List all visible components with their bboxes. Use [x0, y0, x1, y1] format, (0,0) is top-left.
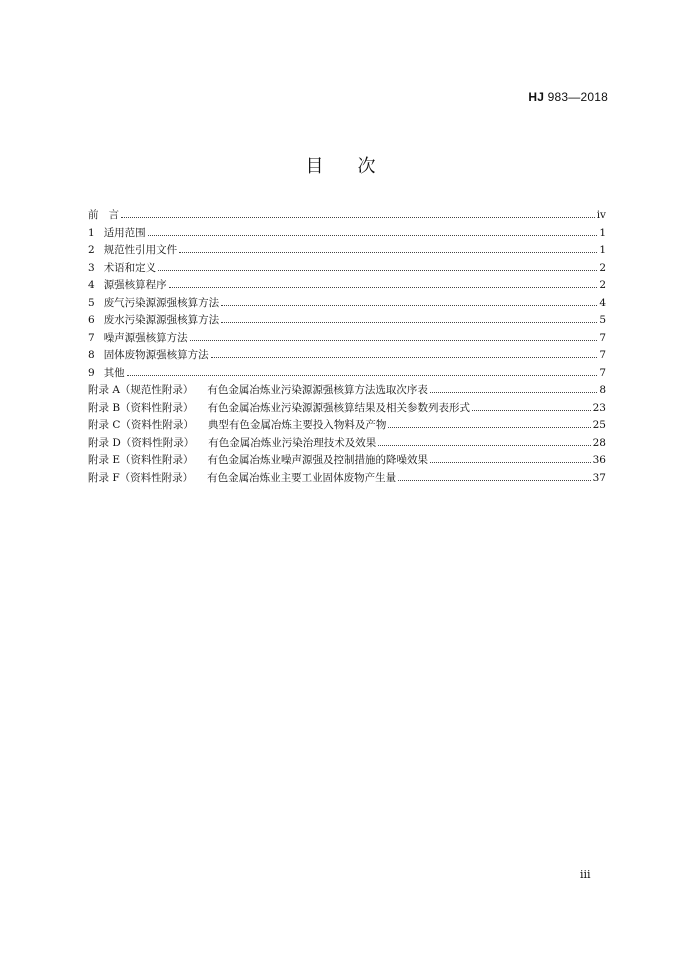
- toc-entry-label: 有色金属冶炼业污染源源强核算方法选取次序表: [207, 384, 428, 396]
- foreword-char-1: 前: [88, 209, 99, 221]
- toc-page-number: 1: [599, 244, 606, 256]
- toc-appendix-tag: 附录 A（规范性附录）: [88, 384, 194, 396]
- toc-entry-label: 有色金属冶炼业主要工业固体废物产生量: [207, 471, 397, 484]
- toc-section-number: 8: [88, 349, 95, 361]
- toc-page-number: 28: [592, 436, 606, 449]
- toc-section-number: 2: [88, 244, 95, 256]
- toc-entry-label: 有色金属冶炼业污染治理技术及效果: [208, 436, 377, 449]
- toc-appendix-tag: 附录 B（资料性附录）: [88, 401, 194, 414]
- toc-leader-dots: [221, 305, 597, 306]
- toc-leader-dots: [388, 427, 590, 428]
- page-title: [0, 152, 681, 178]
- toc-leader-dots: [158, 270, 597, 271]
- toc-page-number: 4: [599, 296, 606, 309]
- toc-entry-label: 噪声源强核算方法: [103, 331, 188, 344]
- toc-appendix-tag: 附录 F（资料性附录）: [88, 471, 194, 484]
- toc-page-number: 2: [599, 261, 606, 274]
- toc-entry-appendix-a[interactable]: [88, 382, 606, 400]
- toc-entry-appendix-b[interactable]: [88, 400, 606, 418]
- toc-entry-section-2[interactable]: [88, 242, 606, 260]
- toc-leader-dots: [221, 322, 597, 323]
- toc-leader-dots: [472, 410, 591, 411]
- toc-appendix-tag: 附录 C（资料性附录）: [88, 419, 194, 431]
- toc-entry-label: 适用范围: [103, 226, 146, 239]
- toc-leader-dots: [169, 287, 598, 288]
- toc-leader-dots: [190, 340, 598, 341]
- toc-leader-dots: [398, 480, 591, 481]
- toc-entry-section-5[interactable]: [88, 295, 606, 313]
- toc-page-number: 7: [599, 349, 606, 361]
- toc-page-number: 5: [599, 314, 606, 326]
- toc-entry-label: 废水污染源源强核算方法: [103, 314, 220, 326]
- toc-entry-section-3[interactable]: [88, 260, 606, 278]
- toc-entry-appendix-e[interactable]: [88, 452, 606, 470]
- toc-page-number: 1: [599, 226, 606, 239]
- toc-entry-label: 有色金属冶炼业噪声源强及控制措施的降噪效果: [207, 454, 429, 466]
- toc-entry-foreword[interactable]: [88, 207, 606, 225]
- toc-leader-dots: [430, 392, 597, 393]
- toc-leader-dots: [179, 252, 597, 253]
- toc-page-number: 25: [592, 419, 606, 431]
- table-of-contents: [88, 207, 606, 487]
- toc-page-number: 8: [599, 384, 606, 396]
- toc-entry-section-1[interactable]: [88, 225, 606, 243]
- toc-entry-appendix-d[interactable]: [88, 435, 606, 453]
- toc-entry-label: 废气污染源源强核算方法: [103, 296, 220, 309]
- toc-page-number: iv: [596, 209, 606, 221]
- foreword-char-2: 言: [108, 209, 119, 221]
- toc-entry-label: [88, 207, 119, 225]
- toc-leader-dots: [211, 357, 598, 358]
- toc-section-number: 9: [88, 366, 95, 379]
- toc-leader-dots: [430, 462, 591, 463]
- toc-entry-section-9[interactable]: [88, 365, 606, 383]
- toc-section-number: 1: [88, 226, 95, 239]
- toc-entry-label: 典型有色金属冶炼主要投入物料及产物: [207, 419, 387, 431]
- toc-leader-dots: [127, 375, 598, 376]
- title-char-1: 目: [305, 156, 324, 177]
- toc-page-number: 7: [599, 366, 606, 379]
- toc-entry-appendix-c[interactable]: [88, 417, 606, 435]
- toc-page-number: 37: [592, 471, 606, 484]
- toc-entry-appendix-f[interactable]: [88, 470, 606, 488]
- toc-leader-dots: [148, 235, 598, 236]
- toc-page-number: 7: [599, 331, 606, 344]
- toc-entry-label: 源强核算程序: [103, 279, 167, 291]
- standard-code: [528, 90, 608, 104]
- toc-page-number: 2: [599, 279, 606, 291]
- toc-entry-label: 其他: [103, 366, 125, 379]
- toc-entry-label: 术语和定义: [103, 261, 157, 274]
- toc-entry-label: 规范性引用文件: [103, 244, 178, 256]
- toc-entry-label: 固体废物源强核算方法: [103, 349, 209, 361]
- toc-leader-dots: [378, 445, 590, 446]
- toc-section-number: 6: [88, 314, 95, 326]
- toc-appendix-tag: 附录 D（资料性附录）: [88, 436, 195, 449]
- toc-section-number: 7: [88, 331, 95, 344]
- toc-entry-section-4[interactable]: [88, 277, 606, 295]
- toc-section-number: 4: [88, 279, 95, 291]
- toc-leader-dots: [121, 217, 595, 218]
- toc-section-number: 5: [88, 296, 95, 309]
- toc-entry-section-7[interactable]: [88, 330, 606, 348]
- toc-section-number: 3: [88, 261, 95, 274]
- toc-entry-label: 有色金属冶炼业污染源源强核算结果及相关参数列表形式: [207, 401, 471, 414]
- toc-appendix-tag: 附录 E（资料性附录）: [88, 454, 194, 466]
- toc-page-number: 36: [592, 454, 606, 466]
- page-number: iii: [580, 868, 591, 881]
- toc-entry-section-6[interactable]: [88, 312, 606, 330]
- title-char-2: 次: [357, 156, 376, 177]
- toc-entry-section-8[interactable]: [88, 347, 606, 365]
- standard-prefix: HJ: [528, 90, 545, 104]
- standard-number: 983—2018: [547, 90, 608, 104]
- toc-page-number: 23: [592, 401, 606, 414]
